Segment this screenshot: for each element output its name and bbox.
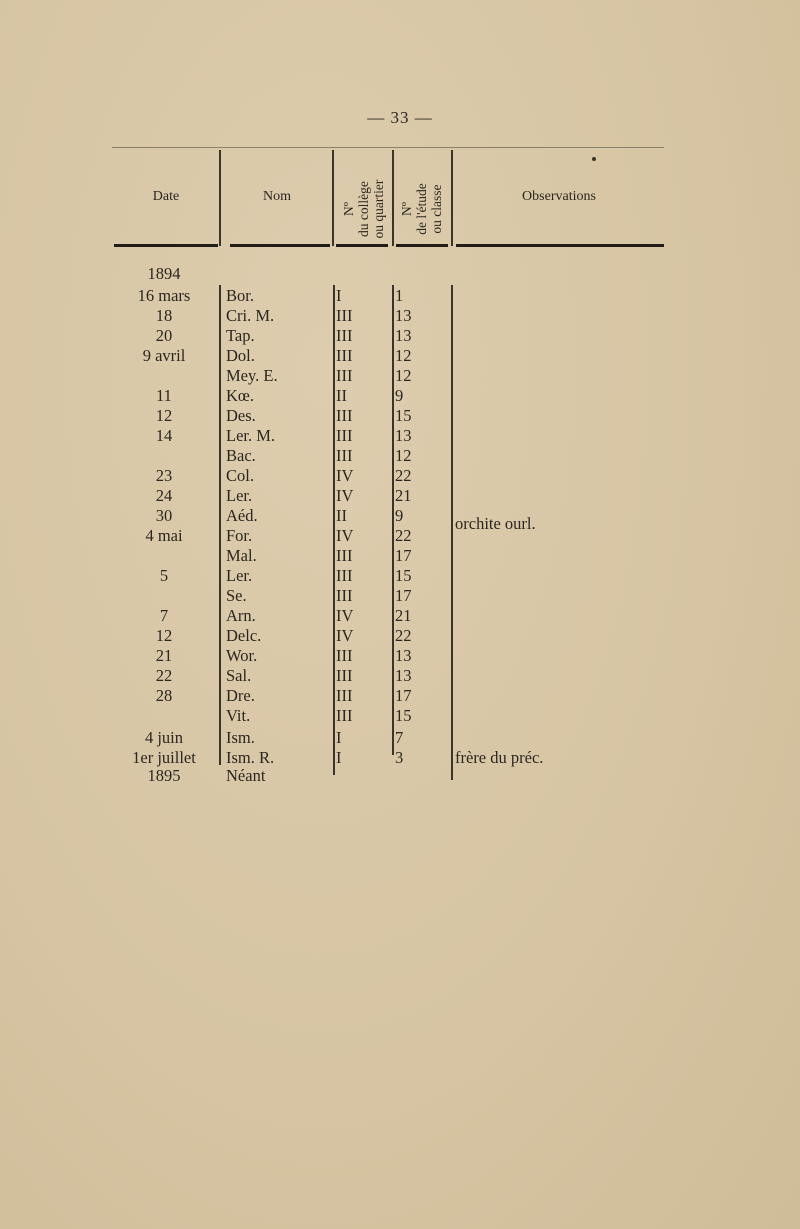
column-divider-date bbox=[219, 150, 221, 246]
header-college-line1: Nº bbox=[341, 202, 356, 216]
row-name: Mal. bbox=[226, 546, 257, 565]
row-name: Des. bbox=[226, 406, 256, 425]
row-name: Kœ. bbox=[226, 386, 254, 405]
header-nom: Nom bbox=[263, 189, 291, 204]
row-college-number: III bbox=[336, 686, 353, 705]
row-college-number: III bbox=[336, 446, 353, 465]
row-college-number: I bbox=[336, 748, 342, 767]
row-name: Se. bbox=[226, 586, 247, 605]
column-divider-etude bbox=[451, 150, 453, 246]
row-name: Ler. bbox=[226, 566, 253, 585]
header-etude-line3: ou classe bbox=[429, 184, 444, 234]
row-college-number: III bbox=[336, 406, 353, 425]
row-name: Bac. bbox=[226, 446, 256, 465]
row-name: Cri. M. bbox=[226, 306, 275, 325]
row-name: Aéd. bbox=[226, 506, 258, 525]
top-rule bbox=[112, 147, 664, 148]
row-etude-number: 17 bbox=[395, 686, 412, 705]
row-name: Mey. E. bbox=[226, 366, 278, 385]
header-rule-etude bbox=[396, 244, 448, 247]
row-college-number: III bbox=[336, 666, 353, 685]
row-name: Tap. bbox=[226, 326, 255, 345]
row-etude-number: 3 bbox=[395, 748, 404, 767]
column-divider-college bbox=[392, 150, 394, 246]
row-etude-number: 21 bbox=[395, 486, 412, 505]
row-etude-number: 13 bbox=[395, 306, 412, 325]
row-date: 1895 bbox=[147, 766, 181, 785]
row-college-number: III bbox=[336, 706, 353, 725]
row-name: Col. bbox=[226, 466, 254, 485]
header-rule-nom bbox=[230, 244, 330, 247]
row-date: 12 bbox=[155, 626, 173, 645]
row-date: 4 juin bbox=[144, 728, 184, 747]
row-etude-number: 1 bbox=[395, 286, 404, 305]
row-date: 23 bbox=[155, 466, 173, 485]
row-etude-number: 12 bbox=[395, 366, 412, 385]
row-name: Delc. bbox=[226, 626, 262, 645]
row-date: 4 mai bbox=[145, 526, 183, 545]
page-number: — 33 — bbox=[367, 108, 433, 127]
header-college bbox=[341, 154, 389, 264]
row-date: 22 bbox=[155, 666, 173, 685]
row-college-number: III bbox=[336, 306, 353, 325]
row-name: Bor. bbox=[226, 286, 254, 305]
header-etude bbox=[399, 154, 447, 264]
header-observations: Observations bbox=[522, 189, 596, 204]
row-college-number: IV bbox=[336, 486, 354, 505]
row-college-number: IV bbox=[336, 466, 354, 485]
header-etude-line1: Nº bbox=[399, 202, 414, 216]
header-etude-line2: de l'étude bbox=[414, 183, 429, 235]
row-date: 24 bbox=[155, 486, 173, 505]
row-etude-number: 17 bbox=[395, 546, 412, 565]
row-name: Arn. bbox=[226, 606, 256, 625]
row-date: 14 bbox=[155, 426, 173, 445]
row-name: For. bbox=[226, 526, 253, 545]
row-college-number: IV bbox=[336, 606, 354, 625]
row-college-number: III bbox=[336, 426, 353, 445]
row-etude-number: 15 bbox=[395, 566, 412, 585]
row-date: 7 bbox=[159, 606, 169, 625]
row-etude-number: 12 bbox=[395, 346, 412, 365]
row-name: Ism. R. bbox=[226, 748, 275, 767]
row-college-number: I bbox=[336, 728, 342, 747]
header-date: Date bbox=[152, 189, 180, 204]
header-rule-college bbox=[336, 244, 388, 247]
row-name: Vit. bbox=[226, 706, 251, 725]
row-name: Sal. bbox=[226, 666, 252, 685]
row-college-number: III bbox=[336, 566, 353, 585]
row-etude-number: 13 bbox=[395, 426, 412, 445]
row-date: 1er juillet bbox=[132, 748, 196, 767]
row-name: Dre. bbox=[226, 686, 255, 705]
row-date: 30 bbox=[155, 506, 173, 525]
row-name: Ler. bbox=[226, 486, 253, 505]
row-date: 16 mars bbox=[137, 286, 191, 305]
row-etude-number: 13 bbox=[395, 666, 412, 685]
column-divider-nom bbox=[332, 150, 334, 246]
row-etude-number: 9 bbox=[395, 506, 404, 525]
row-date: 21 bbox=[155, 646, 173, 665]
rule-obs-body bbox=[451, 285, 453, 780]
row-etude-number: 22 bbox=[395, 466, 412, 485]
row-etude-number: 15 bbox=[395, 406, 412, 425]
row-college-number: III bbox=[336, 586, 353, 605]
row-college-number: II bbox=[336, 386, 347, 405]
row-college-number: IV bbox=[336, 526, 354, 545]
row-name: Wor. bbox=[226, 646, 258, 665]
row-date: 20 bbox=[155, 326, 173, 345]
row-date: 28 bbox=[155, 686, 173, 705]
row-etude-number: 22 bbox=[395, 526, 412, 545]
row-name: Ler. M. bbox=[226, 426, 276, 445]
row-etude-number: 17 bbox=[395, 586, 412, 605]
rule-college-body bbox=[333, 285, 335, 775]
row-college-number: IV bbox=[336, 626, 354, 645]
row-observation: orchite ourl. bbox=[455, 514, 536, 533]
row-date: 1894 bbox=[147, 264, 181, 283]
row-etude-number: 22 bbox=[395, 626, 412, 645]
row-name: Néant bbox=[226, 766, 266, 785]
row-date: 9 avril bbox=[142, 346, 186, 365]
rule-etude-body bbox=[392, 285, 394, 755]
row-name: Ism. bbox=[226, 728, 255, 747]
row-college-number: III bbox=[336, 366, 353, 385]
row-college-number: III bbox=[336, 546, 353, 565]
row-college-number: III bbox=[336, 326, 353, 345]
row-date: 11 bbox=[156, 386, 172, 405]
row-etude-number: 15 bbox=[395, 706, 412, 725]
header-rule-date bbox=[114, 244, 218, 247]
header-rule-observations bbox=[456, 244, 664, 247]
row-etude-number: 7 bbox=[395, 728, 404, 747]
row-date: 18 bbox=[155, 306, 173, 325]
row-etude-number: 12 bbox=[395, 446, 412, 465]
row-date: 12 bbox=[155, 406, 173, 425]
row-etude-number: 9 bbox=[395, 386, 404, 405]
header-college-line3: ou quartier bbox=[371, 179, 386, 239]
row-observation: frère du préc. bbox=[455, 748, 544, 767]
row-etude-number: 13 bbox=[395, 326, 412, 345]
ink-speck bbox=[592, 157, 596, 161]
row-date: 5 bbox=[159, 566, 169, 585]
row-college-number: II bbox=[336, 506, 347, 525]
row-etude-number: 13 bbox=[395, 646, 412, 665]
header-college-line2: du collège bbox=[356, 181, 371, 237]
row-college-number: III bbox=[336, 646, 353, 665]
row-etude-number: 21 bbox=[395, 606, 412, 625]
row-college-number: I bbox=[336, 286, 342, 305]
row-name: Dol. bbox=[226, 346, 255, 365]
row-college-number: III bbox=[336, 346, 353, 365]
